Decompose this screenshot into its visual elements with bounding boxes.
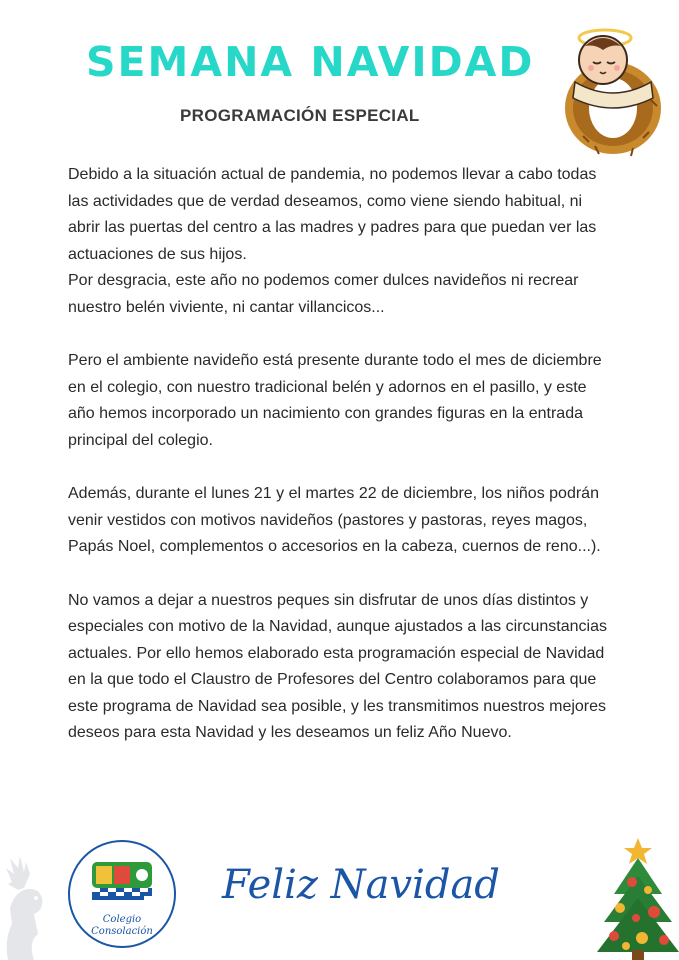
page-subtitle: PROGRAMACIÓN ESPECIAL [180, 106, 420, 125]
baby-jesus-icon [555, 8, 673, 158]
paragraph-2: Por desgracia, este año no podemos comer dulces navideños ni recrear nuestro belén viviente, ni cantar villancicos... [68, 272, 579, 316]
body-text [68, 162, 616, 774]
reindeer-icon [0, 850, 62, 960]
paragraph-1: Debido a la situación actual de pandemia, no podemos llevar a cabo todas las actividades que de verdad deseamos, como viene siendo habitual, ni abrir las puertas del centro a las madres y padres para que puedan ver las actuaciones de sus hijos. [68, 166, 597, 263]
christmas-tree-icon [592, 836, 679, 960]
logo-line-1: Colegio [102, 914, 142, 925]
feliz-navidad-text: Feliz Navidad [222, 862, 500, 908]
school-logo [68, 840, 176, 948]
page-title: SEMANA NAVIDAD [86, 38, 535, 86]
paragraph-4: Además, durante el lunes 21 y el martes 22 de diciembre, los niños podrán venir vestidos con motivos navideños (pastores y pastoras, reyes magos, Papás Noel, complementos o accesorios en la cabeza, cuernos de reno...). [68, 485, 601, 556]
logo-line-2: Consolación [91, 926, 153, 937]
paragraph-5: No vamos a dejar a nuestros peques sin disfrutar de unos días distintos y especiales con motivo de la Navidad, aunque ajustados a las circunstancias actuales. Por ello hemos elaborado esta programación especial de Navidad en la que todo el Claustro de Profesores del Centro colaboramos para que este programa de Navidad sea posible, y les transmitimos nuestros mejores deseos para esta Navidad y les deseamos un feliz Año Nuevo. [68, 591, 607, 742]
paragraph-3: Pero el ambiente navideño está presente durante todo el mes de diciembre en el colegio, con nuestro tradicional belén y adornos en el pasillo, y este año hemos incorporado un nacimiento con grandes figuras en la entrada principal del colegio. [68, 352, 602, 449]
